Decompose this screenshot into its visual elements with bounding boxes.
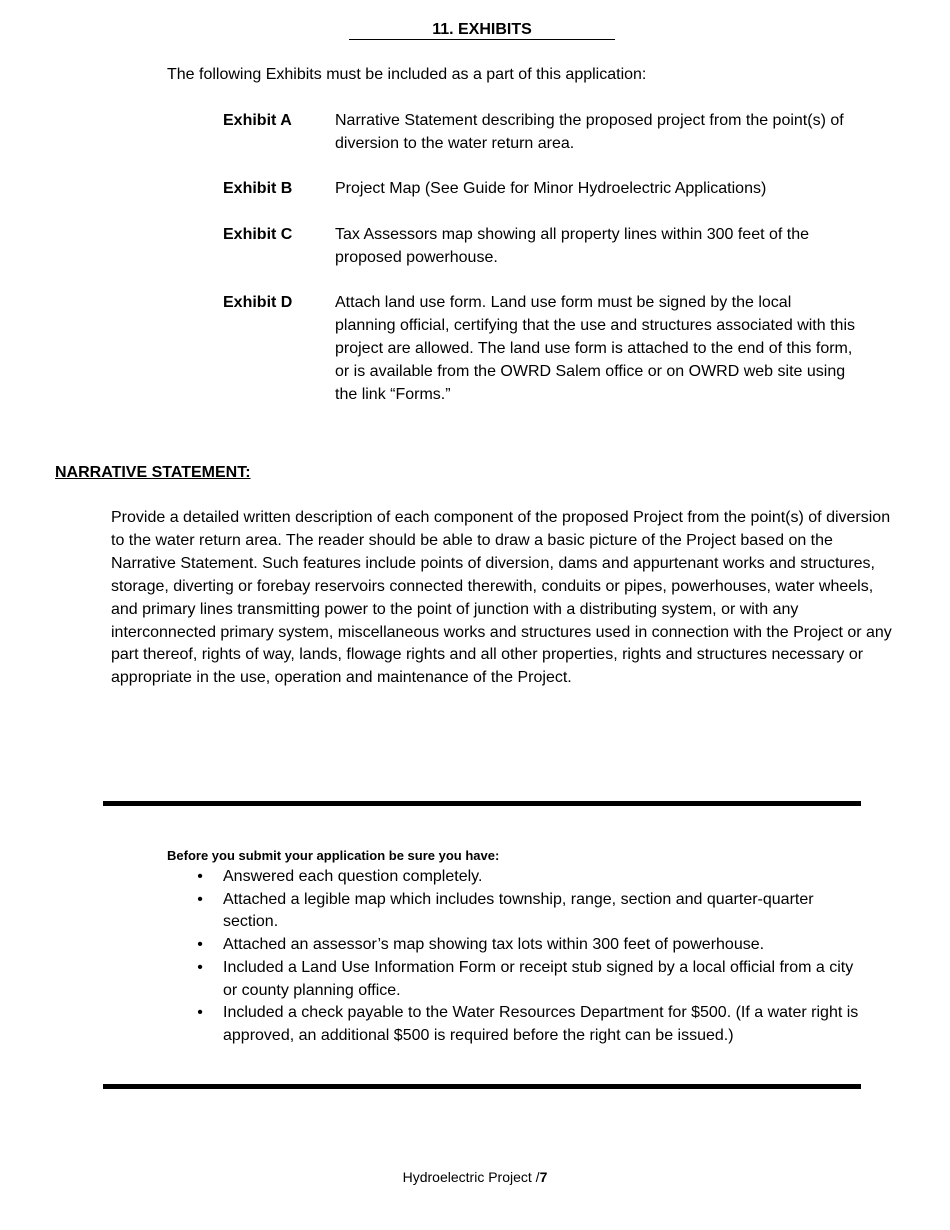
checklist-item-text: Answered each question completely. xyxy=(223,868,483,885)
exhibit-description: Attach land use form. Land use form must be signed by the local planning official, certifying that the use and structures associated with this project are allowed. The land use form is attached to the end of this form, or is available from the OWRD Salem office or on OWRD web site using the link “Forms.” xyxy=(335,294,855,403)
page-footer xyxy=(0,1167,950,1187)
exhibit-description: Tax Assessors map showing all property lines within 300 feet of the proposed powerhouse. xyxy=(335,226,810,266)
checklist xyxy=(193,866,863,1048)
list-item xyxy=(193,957,863,1002)
exhibit-label: Exhibit C xyxy=(223,226,293,243)
divider-rule xyxy=(103,1084,861,1089)
page-number: 7 xyxy=(539,1169,548,1185)
narrative-body: Provide a detailed written description of each component of the proposed Project from the point(s) of diversion to the water return area. The reader should be able to draw a basic picture of the Project based on the Narrative Statement. Such features include points of diversion, dams and appurtenant works and structures, storage, diverting or forebay reservoirs connected therewith, conduits or pipes, powerhouses, water wheels, and primary lines transmitting power to the point of junction with a distributing system, or with any interconnected primary system, miscellaneous works and structures used in connection with the Project or any part thereof, rights of way, lands, flowage rights and all other properties, rights and structures necessary or appropriate in the use, operation and maintenance of the Project. xyxy=(111,509,892,687)
checklist-item-text: Attached an assessor’s map showing tax lots within 300 feet of powerhouse. xyxy=(223,936,765,954)
exhibits-intro: The following Exhibits must be included as a part of this application: xyxy=(167,66,647,83)
checklist-item-text: Included a check payable to the Water Resources Department for $500. (If a water right is approved, an additional $500 is required before the right can be issued.) xyxy=(223,1004,859,1044)
bullet-icon: • xyxy=(197,1004,203,1022)
bullet-icon: • xyxy=(197,958,203,976)
checklist-heading: Before you submit your application be sure you have: xyxy=(167,848,500,863)
checklist-item-text: Included a Land Use Information Form or receipt stub signed by a local official from a city or county planning office. xyxy=(223,958,854,999)
exhibit-label: Exhibit D xyxy=(223,294,293,311)
list-item xyxy=(193,934,863,957)
narrative-heading: NARRATIVE STATEMENT: xyxy=(55,464,251,481)
list-item xyxy=(193,1002,863,1047)
bullet-icon: • xyxy=(197,868,203,885)
divider-rule xyxy=(103,801,861,806)
footer-text: Hydroelectric Project / xyxy=(402,1169,540,1185)
bullet-icon: • xyxy=(197,936,203,954)
exhibit-label: Exhibit A xyxy=(223,112,292,129)
exhibit-description: Narrative Statement describing the proposed project from the point(s) of diversion to the water return area. xyxy=(335,112,844,152)
checklist-item-text: Attached a legible map which includes township, range, section and quarter-quarter section. xyxy=(223,890,814,931)
list-item xyxy=(193,866,863,889)
exhibit-description: Project Map (See Guide for Minor Hydroelectric Applications) xyxy=(335,180,767,197)
section-title: 11. EXHIBITS xyxy=(349,20,615,40)
exhibit-label: Exhibit B xyxy=(223,180,293,197)
list-item xyxy=(193,889,863,934)
bullet-icon: • xyxy=(197,890,203,908)
